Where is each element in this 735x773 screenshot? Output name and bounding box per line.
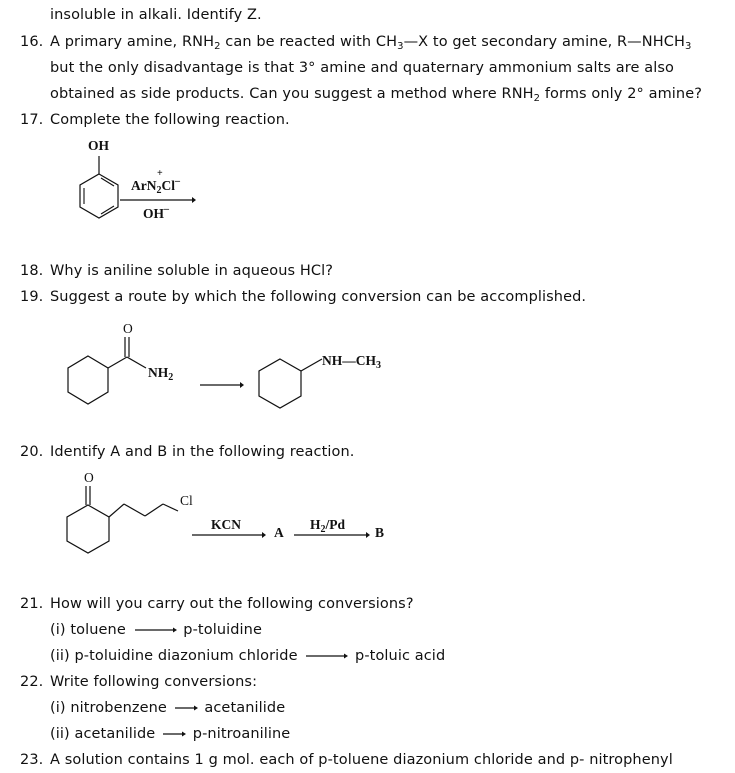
q21-i-from: (i) toluene (50, 622, 126, 638)
q20-cl-label: Cl (180, 493, 193, 508)
q20-product-b: B (375, 525, 385, 540)
question-22-part-ii (50, 724, 290, 744)
question-23-text: A solution contains 1 g mol. each of p-toluene diazonium chloride and p- nitrophenyl (50, 752, 673, 768)
reaction-arrow (172, 703, 200, 713)
question-22-part-i (50, 698, 285, 718)
q22-ii-to: p-nitroaniline (192, 726, 291, 742)
q20-reagent-h2pd (310, 517, 345, 533)
q16-text-e: forms only 2° amine? (540, 86, 703, 102)
question-21-part-i (50, 620, 262, 640)
q16-text-a: A primary amine, RNH (50, 34, 215, 50)
q21-ii-from: (ii) p-toluidine diazonium chloride (50, 648, 298, 664)
subscript: 2 (214, 41, 221, 52)
q17-reagent-below-text: OH (143, 206, 165, 221)
q16-text-d: obtained as side products. Can you suggest a method where RNH (50, 86, 534, 102)
q21-i-to: p-toluidine (183, 622, 262, 638)
question-number-21: 21. (20, 596, 44, 612)
q16-text-b: can be reacted with CH (220, 34, 398, 50)
subscript: 3 (684, 41, 692, 52)
question-16-line-2: but the only disadvantage is that 3° amine and quaternary ammonium salts are also (50, 60, 674, 76)
q17-reagent-a: ArN (131, 178, 157, 193)
text-line: insoluble in alkali. Identify Z. (50, 7, 262, 23)
question-number-22: 22. (20, 674, 44, 690)
reaction-arrow (131, 625, 179, 635)
q16-text-c: —X to get secondary amine, R—NHCH (403, 34, 685, 50)
q17-oh-label: OH (88, 138, 110, 153)
q19-nh-text: NH (148, 365, 169, 380)
question-number-19: 19. (20, 289, 44, 305)
q17-reagent-plus: + (157, 168, 163, 179)
superscript-minus: – (175, 176, 180, 187)
q20-reagent-kcn: KCN (211, 517, 241, 532)
question-number-20: 20. (20, 444, 44, 460)
q19-product-text: NH—CH (322, 353, 376, 368)
q20-product-a: A (274, 525, 284, 540)
q20-o-label: O (84, 470, 94, 485)
question-18-text: Why is aniline soluble in aqueous HCl? (50, 263, 334, 279)
question-21-text: How will you carry out the following conversions? (50, 596, 414, 612)
subscript: 2 (168, 372, 174, 383)
subscript: 3 (376, 360, 381, 371)
question-22-text: Write following conversions: (50, 674, 258, 690)
q20-reagent2-b: /Pd (325, 517, 346, 532)
reaction-arrow (302, 651, 350, 661)
question-number-17: 17. (20, 112, 44, 128)
q22-i-from: (i) nitrobenzene (50, 700, 167, 716)
q21-ii-to: p-toluic acid (355, 648, 446, 664)
subscript: 2 (533, 93, 541, 104)
question-number-18: 18. (20, 263, 44, 279)
superscript-minus: – (164, 204, 170, 215)
reaction-arrow (160, 729, 188, 739)
subscript: 3 (397, 41, 404, 52)
subscript: 2 (320, 524, 326, 535)
q22-ii-from: (ii) acetanilide (50, 726, 156, 742)
question-number-23: 23. (20, 752, 44, 768)
question-21-part-ii (50, 646, 445, 666)
subscript: 2 (156, 185, 162, 196)
question-17-text: Complete the following reaction. (50, 112, 290, 128)
question-number-16: 16. (20, 34, 44, 50)
q17-reagent-b: Cl (161, 178, 175, 193)
q20-reagent2-a: H (310, 517, 321, 532)
q22-i-to: acetanilide (204, 700, 286, 716)
q19-o-label: O (123, 321, 133, 336)
question-19-text: Suggest a route by which the following conversion can be accomplished. (50, 289, 587, 305)
question-20-text: Identify A and B in the following reaction. (50, 444, 355, 460)
